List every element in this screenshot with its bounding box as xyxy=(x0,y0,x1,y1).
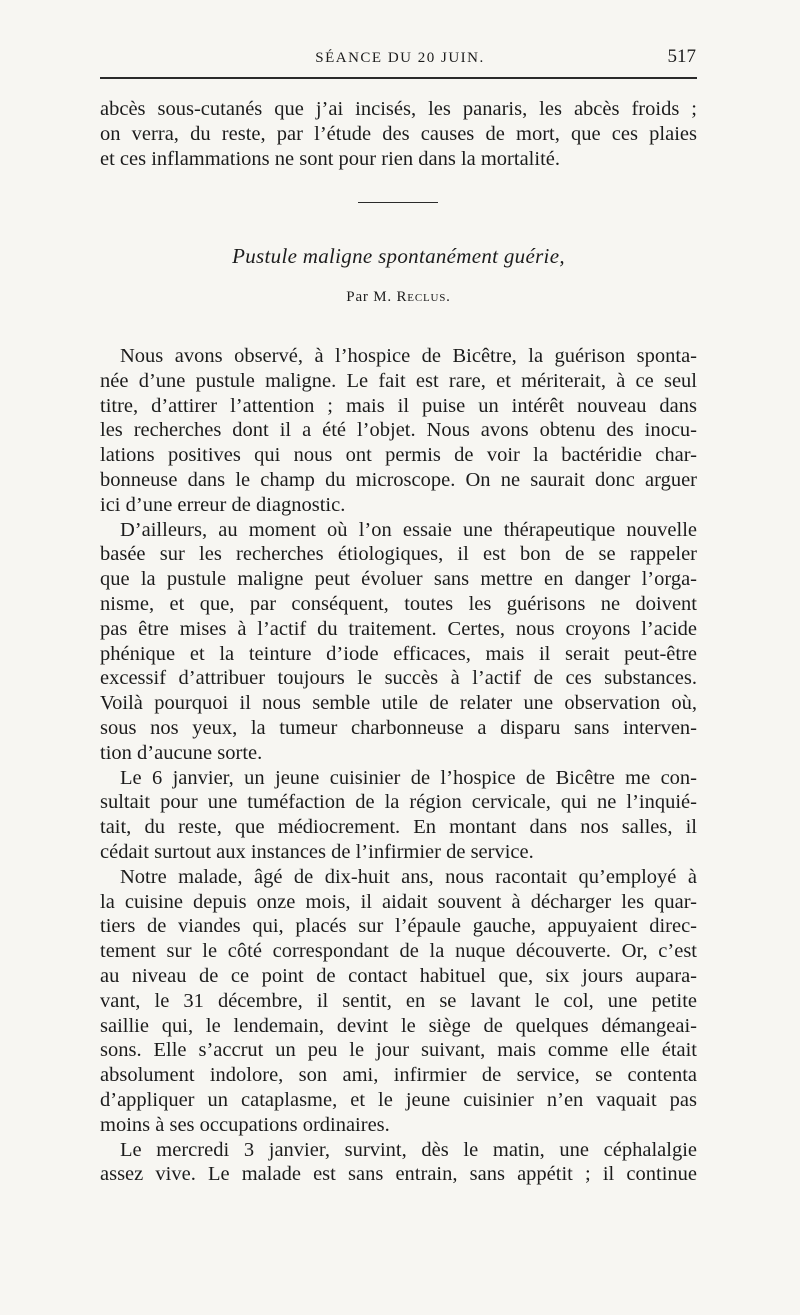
text-line: Notre malade, âgé de dix-huit ans, nous racontait qu’employé à xyxy=(120,865,697,888)
text-line: ici d’une erreur de diagnostic. xyxy=(100,493,346,516)
paragraph xyxy=(100,865,697,1138)
text-line: on verra, du reste, par l’étude des causes de mort, que ces plaies xyxy=(100,122,697,145)
section-separator xyxy=(358,202,438,203)
text-line: excessif d’attribuer toujours le succès à l’actif de ces substances. xyxy=(100,667,697,690)
text-line: absolument indolore, son ami, infirmier de service, se contenta xyxy=(100,1064,697,1087)
text-line: vant, le 31 décembre, il sentit, en se lavant le col, une petite xyxy=(100,989,697,1012)
text-line: sons. Elle s’accrut un peu le jour suivant, mais comme elle était xyxy=(100,1039,697,1062)
text-line: D’ailleurs, au moment où l’on essaie une thérapeutique nouvelle xyxy=(120,518,697,541)
text-line: sous nos yeux, la tumeur charbonneuse a disparu sans interven- xyxy=(100,716,697,739)
text-line: les recherches dont il a été l’objet. Nous avons obtenu des inocu- xyxy=(100,419,697,442)
paragraph xyxy=(100,1138,697,1188)
page-number: 517 xyxy=(667,46,696,67)
text-line: cédait surtout aux instances de l’infirmier de service. xyxy=(100,840,534,863)
text-line: titre, d’attirer l’attention ; mais il puise un intérêt nouveau dans xyxy=(100,394,697,417)
text-line: tement sur le côté correspondant de la nuque découverte. Or, c’est xyxy=(100,940,697,963)
byline-prefix: Par M. xyxy=(346,289,392,305)
text-line: et ces inflammations ne sont pour rien dans la mortalité. xyxy=(100,147,560,170)
text-line: sultait pour une tuméfaction de la région cervicale, qui ne l’inquié- xyxy=(100,791,697,814)
intro-paragraph xyxy=(100,97,697,171)
text-line: basée sur les recherches étiologiques, il est bon de se rappeler xyxy=(100,543,697,566)
header-rule xyxy=(100,77,697,79)
text-line: d’appliquer un cataplasme, et le jeune cuisinier n’en vaquait pas xyxy=(100,1088,697,1111)
text-line: lations positives qui nous ont permis de voir la bactéridie char- xyxy=(100,444,697,467)
text-line: pas être mises à l’actif du traitement. Certes, nous croyons l’acide xyxy=(100,617,697,640)
running-head xyxy=(100,46,700,74)
paragraph xyxy=(100,766,697,865)
paragraph xyxy=(100,518,697,766)
text-line: abcès sous-cutanés que j’ai incisés, les panaris, les abcès froids ; xyxy=(100,98,697,120)
text-line: assez vive. Le malade est sans entrain, sans appétit ; il continue xyxy=(100,1163,697,1186)
text-line: Le 6 janvier, un jeune cuisinier de l’hospice de Bicêtre me con- xyxy=(120,766,697,789)
author-name: Reclus. xyxy=(396,289,451,305)
article-title: Pustule maligne spontanément guérie, xyxy=(232,244,565,268)
text-line: Voilà pourquoi il nous semble utile de relater une observation où, xyxy=(100,692,697,715)
text-line: la cuisine depuis onze mois, il aidait souvent à décharger les quar- xyxy=(100,890,697,913)
text-line: tiers de viandes qui, placés sur l’épaule gauche, appuyaient direc- xyxy=(100,915,697,938)
byline xyxy=(100,289,697,306)
article-body xyxy=(100,344,697,1187)
text-line: nisme, et que, par conséquent, toutes les guérisons ne doivent xyxy=(100,592,697,615)
text-line: bonneuse dans le champ du microscope. On ne saurait donc arguer xyxy=(100,468,697,491)
running-title: SÉANCE DU 20 JUIN. xyxy=(315,50,485,66)
text-line: moins à ses occupations ordinaires. xyxy=(100,1113,390,1136)
text-line: saillie qui, le lendemain, devint le siège de quelques démangeai- xyxy=(100,1014,697,1037)
text-line: au niveau de ce point de contact habituel que, six jours aupara- xyxy=(100,964,697,987)
text-line: Nous avons observé, à l’hospice de Bicêtre, la guérison sponta- xyxy=(120,345,697,367)
text-line: que la pustule maligne peut évoluer sans mettre en danger l’orga- xyxy=(100,568,697,591)
text-line: tion d’aucune sorte. xyxy=(100,741,263,764)
paragraph xyxy=(100,344,697,518)
text-line: Le mercredi 3 janvier, survint, dès le matin, une céphalalgie xyxy=(120,1138,697,1161)
text-line: phénique et la teinture d’iode efficaces, mais il serait peut-être xyxy=(100,642,697,665)
text-line: née d’une pustule maligne. Le fait est rare, et mériterait, à ce seul xyxy=(100,369,697,392)
text-line: tait, du reste, que médiocrement. En montant dans nos salles, il xyxy=(100,816,697,839)
